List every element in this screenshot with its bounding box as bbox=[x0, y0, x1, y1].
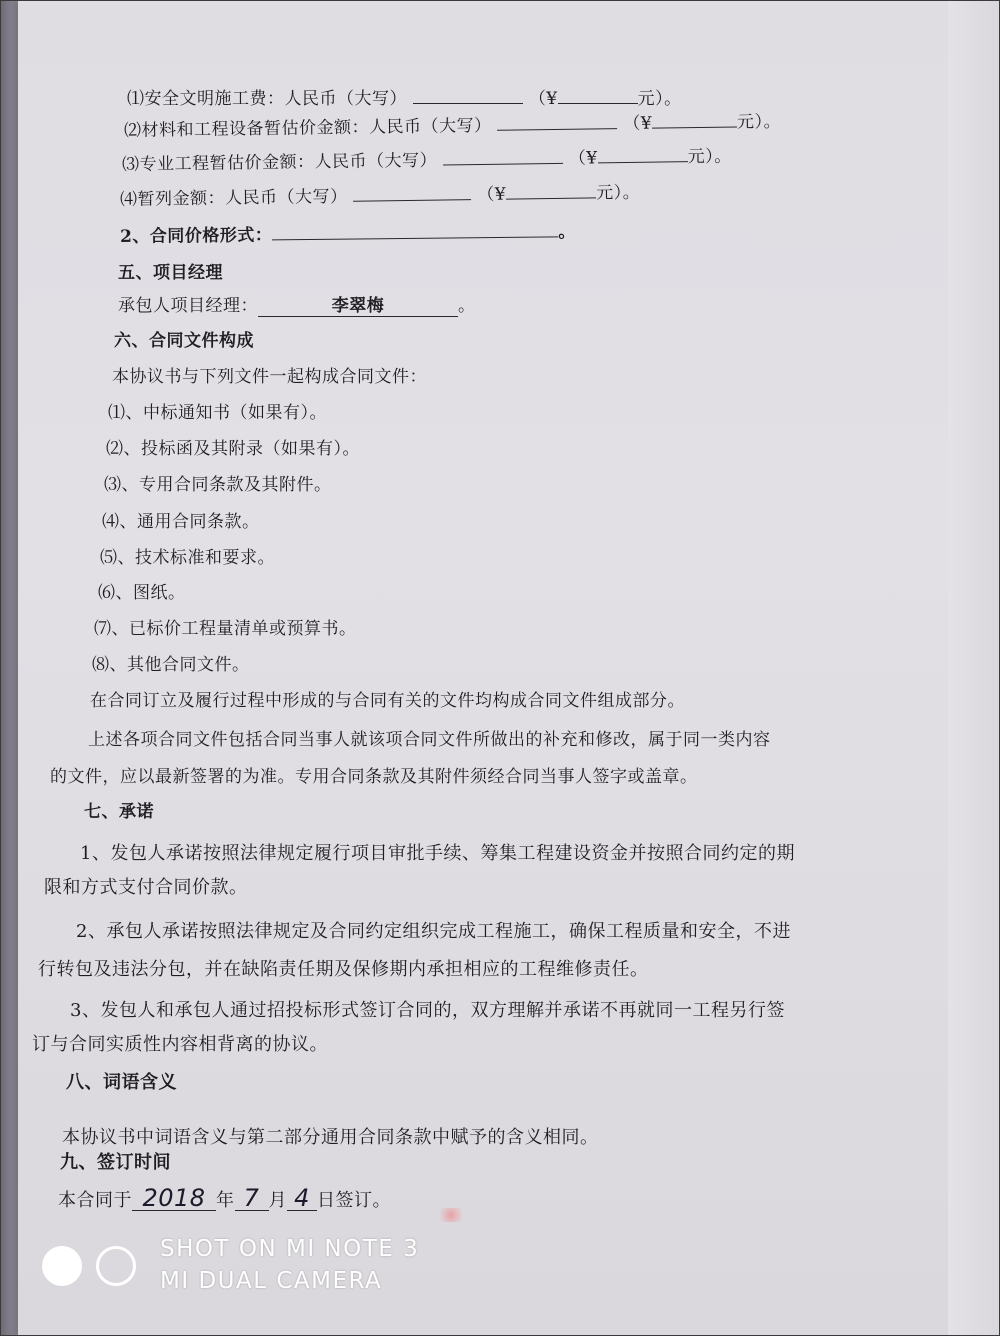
promise-1-line-1: 1、发包人承诺按照法律规定履行项目审批手续、筹集工程建设资金并按照合同约定的期 bbox=[80, 843, 795, 864]
fee-item-4: ⑷暂列金额：人民币（大写） （¥ 元）。 bbox=[119, 182, 641, 210]
project-manager-name[interactable]: 李翠梅 bbox=[258, 291, 458, 317]
section-6-para-2-line-1: 上述各项合同文件包括合同当事人就该项合同文件所做出的补充和修改，属于同一类内容 bbox=[88, 730, 771, 750]
doc-list-item: ⑷、通用合同条款。 bbox=[102, 512, 260, 532]
fee-1-yuan-blank[interactable] bbox=[558, 89, 638, 104]
promise-2-line-1: 2、承包人承诺按照法律规定及合同约定组织完成工程施工，确保工程质量和安全，不进 bbox=[76, 921, 791, 942]
fee-3-yuan-blank[interactable] bbox=[597, 147, 687, 163]
doc-list-item: ⑹、图纸。 bbox=[98, 583, 186, 603]
contract-price-form: 2、合同价格形式： 。 bbox=[119, 222, 576, 247]
fee-item-2: ⑵材料和工程设备暂估价金额：人民币（大写） （¥ 元）。 bbox=[123, 111, 782, 141]
fee-1-amount-blank[interactable] bbox=[413, 89, 523, 104]
doc-list-item: ⑵、投标函及其附录（如果有）。 bbox=[106, 439, 360, 459]
page-right-edge bbox=[948, 0, 1000, 1336]
camera-watermark-line-2: MI DUAL CAMERA bbox=[160, 1268, 383, 1294]
doc-list-item: ⑶、专用合同条款及其附件。 bbox=[104, 475, 332, 495]
signing-month[interactable]: 7 bbox=[235, 1186, 269, 1211]
section-8-text: 本协议书中词语含义与第二部分通用合同条款中赋予的含义相同。 bbox=[62, 1127, 599, 1148]
promise-1-line-2: 限和方式支付合同价款。 bbox=[44, 877, 248, 898]
camera-watermark-line-1: SHOT ON MI NOTE 3 bbox=[160, 1236, 420, 1262]
red-ink-mark bbox=[436, 1208, 466, 1222]
promise-2-line-2: 行转包及违法分包，并在缺陷责任期及保修期内承担相应的工程维修责任。 bbox=[38, 959, 649, 980]
promise-3-line-1: 3、发包人和承包人通过招投标形式签订合同的，双方理解并承诺不再就同一工程另行签 bbox=[70, 1000, 785, 1021]
doc-list-item: ⑺、已标价工程量清单或预算书。 bbox=[94, 619, 357, 639]
price-form-blank[interactable] bbox=[272, 222, 558, 240]
fee-2-yuan-blank[interactable] bbox=[652, 112, 737, 128]
section-8-heading: 八、词语含义 bbox=[66, 1072, 177, 1093]
section-7-heading: 七、承诺 bbox=[84, 802, 154, 822]
section-6-intro: 本协议书与下列文件一起构成合同文件： bbox=[112, 367, 427, 387]
fee-item-3: ⑶专业工程暂估价金额：人民币（大写） （¥ 元）。 bbox=[121, 146, 732, 175]
fee-item-1: ⑴安全文明施工费：人民币（大写） （¥ 元）。 bbox=[127, 89, 682, 109]
signing-year[interactable]: 2018 bbox=[132, 1186, 216, 1211]
section-6-para-1: 在合同订立及履行过程中形成的与合同有关的文件均构成合同文件组成部分。 bbox=[90, 691, 685, 711]
fee-3-amount-blank[interactable] bbox=[443, 149, 563, 166]
section-6-para-2-line-2: 的文件，应以最新签署的为准。专用合同条款及其附件须经合同当事人签字或盖章。 bbox=[50, 767, 698, 787]
doc-list-item: ⑻、其他合同文件。 bbox=[92, 655, 250, 675]
watermark-dot-ring-icon bbox=[96, 1246, 136, 1286]
section-9-heading: 九、签订时间 bbox=[60, 1152, 171, 1173]
section-5-heading: 五、项目经理 bbox=[118, 263, 223, 283]
fee-2-amount-blank[interactable] bbox=[497, 114, 617, 131]
section-6-heading: 六、合同文件构成 bbox=[114, 331, 254, 351]
fee-4-yuan-blank[interactable] bbox=[506, 183, 596, 199]
doc-list-item: ⑸、技术标准和要求。 bbox=[100, 548, 275, 568]
watermark-dot-filled-icon bbox=[42, 1246, 82, 1286]
signing-date-line: 本合同于 2018 年 7 月 4 日签订。 bbox=[58, 1184, 391, 1212]
fee-4-amount-blank[interactable] bbox=[353, 185, 471, 202]
doc-list-item: ⑴、中标通知书（如果有）。 bbox=[108, 403, 327, 423]
signing-day[interactable]: 4 bbox=[287, 1186, 317, 1211]
promise-3-line-2: 订与合同实质性内容相背离的协议。 bbox=[32, 1034, 328, 1055]
project-manager-line: 承包人项目经理： 李翠梅 。 bbox=[118, 291, 476, 317]
